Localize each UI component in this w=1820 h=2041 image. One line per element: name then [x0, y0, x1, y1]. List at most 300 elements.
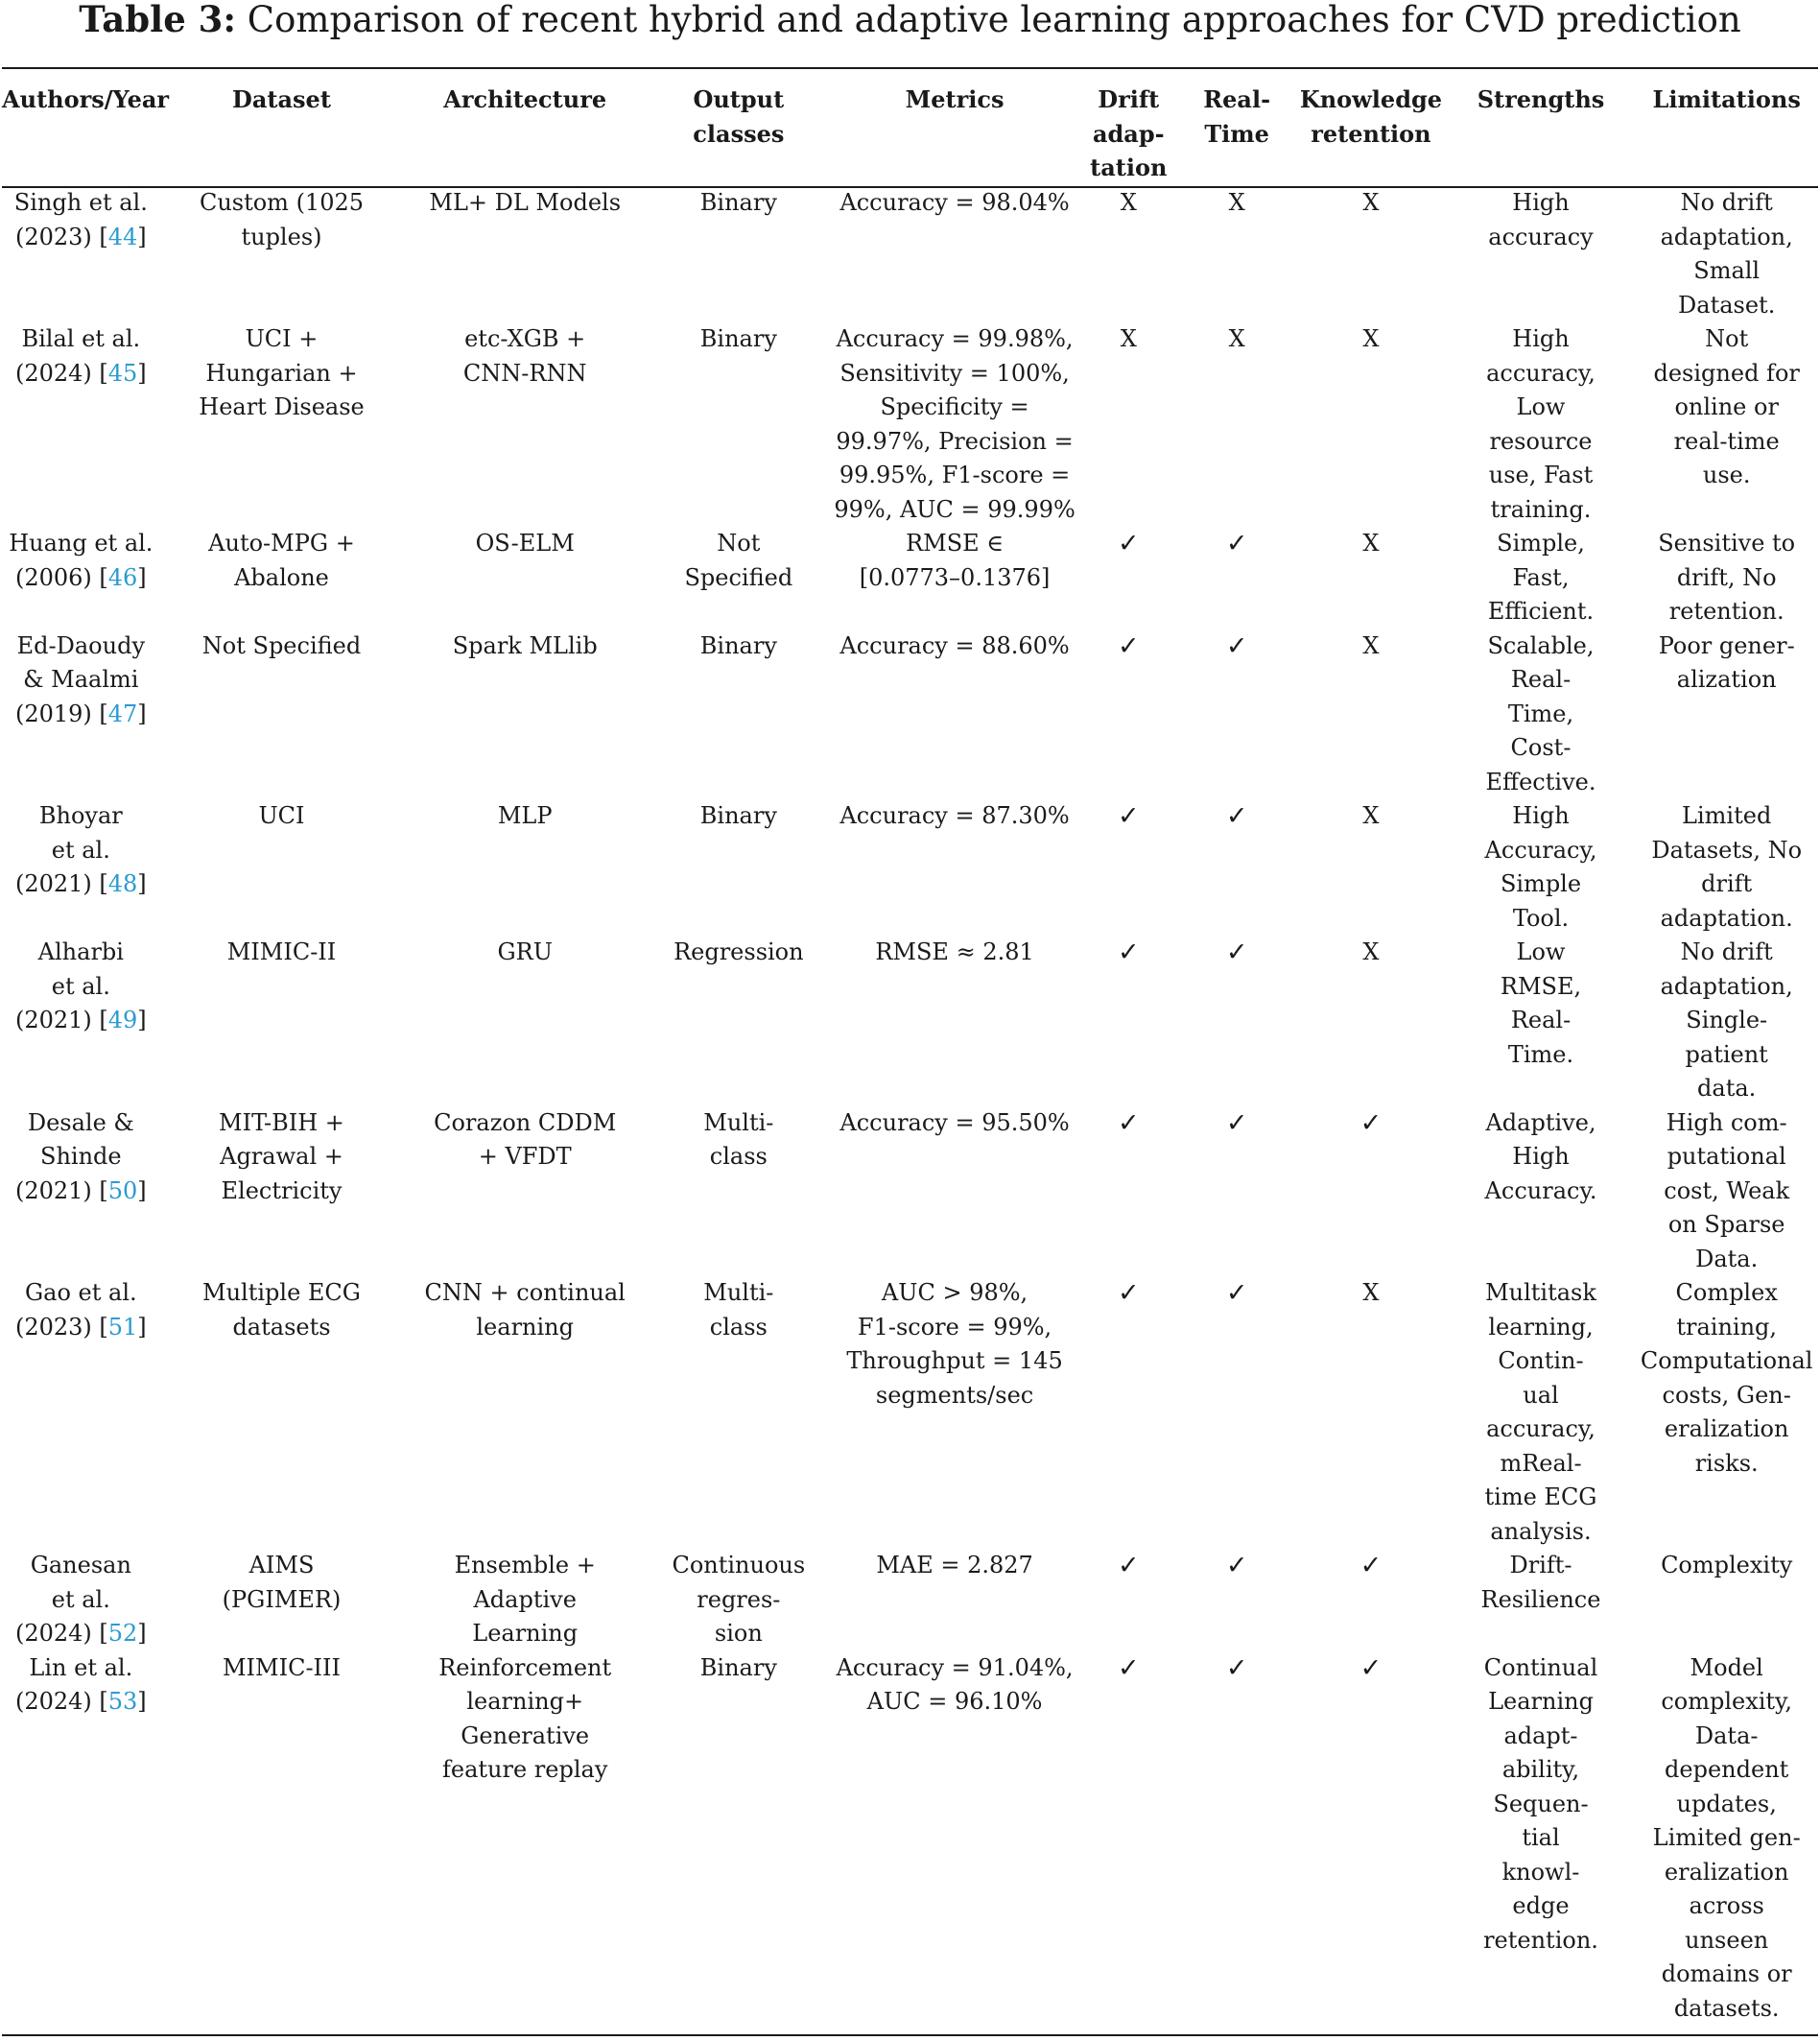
strengths-line: Effective.	[1485, 768, 1596, 795]
cell-strengths	[1447, 527, 1636, 629]
limitations-line: Limited gen-	[1652, 1824, 1801, 1851]
cell-drift	[1079, 629, 1179, 800]
strengths-line: High	[1512, 1143, 1570, 1170]
cross-mark: X	[1362, 189, 1380, 216]
year-reference	[2, 1311, 160, 1345]
strengths-line: Adaptive,	[1485, 1108, 1596, 1136]
cell-dataset	[160, 936, 404, 1106]
architecture-line: GRU	[497, 938, 553, 965]
cell-drift	[1079, 186, 1179, 322]
author-line: Ed-Daoudy	[16, 631, 145, 659]
header-output-classes	[647, 83, 831, 186]
cell-authors	[2, 186, 160, 322]
cell-realtime	[1178, 527, 1295, 629]
architecture-line: Spark MLlib	[452, 631, 598, 659]
cell-dataset	[160, 629, 404, 800]
header-line: Architecture	[443, 85, 607, 113]
header-line: adap-	[1092, 119, 1165, 148]
check-mark: ✓	[1117, 1107, 1140, 1138]
output-line: sion	[714, 1620, 763, 1647]
cross-mark: X	[1362, 802, 1380, 829]
author-line: Alharbi	[37, 938, 124, 965]
year-suffix: ]	[137, 1007, 147, 1033]
table-row	[2, 799, 1818, 936]
header-line: Knowledge	[1299, 85, 1443, 113]
cell-authors	[2, 527, 160, 629]
dataset-line: Abalone	[234, 563, 329, 591]
header-authors	[2, 83, 170, 186]
cell-dataset	[160, 1106, 404, 1277]
limitations-line: risks.	[1694, 1449, 1759, 1477]
check-mark: ✓	[1359, 1551, 1383, 1580]
cell-strengths	[1447, 186, 1636, 322]
cell-metrics	[831, 799, 1079, 936]
year-reference	[2, 867, 160, 902]
strengths-line: training.	[1490, 495, 1592, 523]
limitations-line: Single-	[1686, 1007, 1768, 1033]
cell-authors	[2, 322, 160, 527]
year-reference	[2, 698, 160, 732]
cell-architecture	[403, 1651, 647, 2027]
limitations-line: Complex	[1675, 1279, 1778, 1306]
output-line: Binary	[699, 802, 777, 829]
strengths-line: Resilience	[1480, 1585, 1601, 1613]
metrics-line: segments/sec	[875, 1381, 1034, 1409]
cell-output	[647, 322, 831, 527]
dataset-line: datasets	[232, 1313, 331, 1341]
limitations-line: alization	[1676, 666, 1777, 693]
strengths-line: Simple	[1500, 870, 1582, 897]
cell-realtime	[1178, 799, 1295, 936]
cell-drift	[1079, 1651, 1179, 2027]
strengths-line: Time,	[1507, 700, 1574, 727]
check-mark: ✓	[1117, 1551, 1140, 1580]
metrics-line: 99.95%, F1-score =	[839, 462, 1071, 488]
header-line: Strengths	[1477, 85, 1605, 113]
output-line: Binary	[699, 1653, 777, 1681]
header-line: tation	[1090, 154, 1168, 181]
year-reference	[2, 1004, 160, 1038]
check-mark: ✓	[1225, 937, 1248, 967]
citation-link[interactable]: 49	[107, 1007, 138, 1033]
year-suffix: ]	[137, 223, 147, 250]
strengths-line: Learning	[1488, 1688, 1594, 1715]
architecture-line: CNN + continual	[424, 1279, 626, 1306]
dataset-line: tuples)	[241, 223, 322, 250]
header-line: Drift	[1098, 85, 1160, 113]
limitations-line: eralization	[1664, 1858, 1789, 1886]
limitations-line: Small	[1693, 257, 1761, 284]
limitations-line: No drift	[1680, 189, 1773, 216]
year-prefix: (2021) [	[14, 1176, 108, 1204]
limitations-line: designed for	[1653, 359, 1800, 387]
dataset-line: Multiple ECG	[202, 1279, 361, 1306]
cell-output	[647, 1549, 831, 1651]
cell-strengths	[1447, 629, 1636, 800]
cell-strengths	[1447, 1106, 1636, 1277]
strengths-line: Contin-	[1498, 1347, 1584, 1374]
author-line: Bilal et al.	[21, 325, 141, 352]
output-line: Regression	[674, 938, 804, 965]
architecture-line: Learning	[472, 1620, 579, 1647]
cell-realtime	[1178, 1106, 1295, 1277]
cell-output	[647, 527, 831, 629]
year-prefix: (2024) [	[14, 359, 108, 387]
header-line: Limitations	[1652, 85, 1801, 113]
strengths-line: retention.	[1483, 1926, 1598, 1954]
metrics-line: Accuracy = 91.04%,	[836, 1653, 1074, 1681]
cell-knowledge	[1295, 1276, 1446, 1549]
table-row	[2, 527, 1818, 629]
cell-strengths	[1447, 1276, 1636, 1549]
cell-output	[647, 799, 831, 936]
cell-dataset	[160, 799, 404, 936]
cell-realtime	[1178, 186, 1295, 322]
limitations-line: drift	[1701, 870, 1753, 897]
author-line: et al.	[51, 1585, 110, 1613]
year-suffix: ]	[137, 563, 147, 591]
cell-limitations	[1635, 629, 1818, 800]
year-reference	[2, 1685, 160, 1720]
table-row	[2, 629, 1818, 800]
year-reference	[2, 1175, 160, 1209]
strengths-line: adapt-	[1503, 1721, 1578, 1749]
header-line: Authors/Year	[2, 85, 170, 113]
metrics-line: Accuracy = 88.60%	[839, 631, 1070, 659]
cell-strengths	[1447, 936, 1636, 1106]
limitations-line: on Sparse	[1667, 1211, 1785, 1238]
citation-link[interactable]: 50	[107, 1176, 138, 1204]
cross-mark: X	[1362, 325, 1380, 352]
limitations-line: Complexity	[1661, 1552, 1793, 1578]
architecture-line: Ensemble +	[454, 1552, 596, 1578]
architecture-line: + VFDT	[478, 1143, 572, 1170]
cell-realtime	[1178, 1549, 1295, 1651]
cell-metrics	[831, 186, 1079, 322]
strengths-line: tial	[1522, 1824, 1560, 1851]
output-line: Not	[717, 530, 761, 557]
limitations-line: No drift	[1680, 938, 1773, 965]
citation-link[interactable]: 52	[107, 1620, 138, 1647]
metrics-line: Accuracy = 95.50%	[839, 1108, 1070, 1136]
dataset-line: Not Specified	[201, 631, 362, 659]
cell-limitations	[1635, 1651, 1818, 2027]
dataset-line: Electricity	[221, 1176, 343, 1204]
header-line: Real-	[1203, 85, 1271, 113]
cell-knowledge	[1295, 629, 1446, 800]
limitations-line: online or	[1674, 393, 1779, 420]
author-line: et al.	[51, 836, 110, 864]
table-caption	[0, 0, 1820, 39]
header-dataset	[160, 83, 404, 186]
limitations-line: data.	[1697, 1075, 1757, 1102]
dataset-line: Hungarian +	[205, 359, 358, 387]
check-mark: ✓	[1225, 1278, 1248, 1308]
cell-limitations	[1635, 799, 1818, 936]
limitations-line: Not	[1705, 325, 1749, 352]
cell-realtime	[1178, 629, 1295, 800]
strengths-line: High	[1512, 325, 1570, 352]
strengths-line: Simple,	[1497, 530, 1585, 557]
cell-dataset	[160, 527, 404, 629]
citation-link[interactable]: 47	[107, 700, 138, 727]
check-mark: ✓	[1117, 1652, 1140, 1683]
citation-link[interactable]: 46	[107, 563, 138, 591]
strengths-line: Accuracy.	[1484, 1176, 1597, 1204]
cross-mark: X	[1228, 189, 1245, 216]
strengths-line: accuracy	[1488, 223, 1594, 250]
strengths-line: High	[1512, 802, 1570, 829]
cell-output	[647, 1276, 831, 1549]
citation-link[interactable]: 45	[107, 359, 138, 387]
strengths-line: Efficient.	[1487, 598, 1595, 625]
limitations-line: updates,	[1676, 1790, 1777, 1817]
metrics-line: [0.0773–0.1376]	[859, 563, 1051, 591]
author-line: Bhoyar	[38, 802, 123, 829]
cell-knowledge	[1295, 1549, 1446, 1651]
year-prefix: (2024) [	[14, 1620, 108, 1647]
strengths-line: learning,	[1488, 1313, 1594, 1341]
year-prefix: (2019) [	[14, 700, 108, 727]
architecture-line: learning	[476, 1313, 574, 1341]
year-suffix: ]	[137, 700, 147, 727]
dataset-line: (PGIMER)	[222, 1585, 342, 1613]
year-prefix: (2023) [	[14, 1313, 108, 1341]
check-mark: ✓	[1225, 630, 1248, 661]
output-line: class	[709, 1313, 768, 1341]
limitations-line: Dataset.	[1678, 291, 1776, 319]
cell-metrics	[831, 629, 1079, 800]
cell-knowledge	[1295, 527, 1446, 629]
limitations-line: unseen	[1685, 1926, 1769, 1954]
cell-architecture	[403, 1549, 647, 1651]
dataset-line: MIMIC-III	[222, 1653, 341, 1681]
architecture-line: etc-XGB +	[464, 325, 586, 352]
limitations-line: across	[1689, 1892, 1764, 1919]
table-row	[2, 322, 1818, 527]
cell-realtime	[1178, 936, 1295, 1106]
strengths-line: Fast,	[1512, 563, 1570, 591]
limitations-line: putational	[1666, 1143, 1786, 1170]
header-line: Output	[693, 85, 785, 113]
metrics-line: AUC > 98%,	[881, 1279, 1028, 1306]
output-line: Binary	[699, 325, 777, 352]
output-line: Binary	[699, 189, 777, 216]
header-line: Time	[1204, 119, 1269, 148]
cell-strengths	[1447, 1549, 1636, 1651]
metrics-line: Accuracy = 99.98%,	[836, 325, 1074, 352]
strengths-line: Tool.	[1512, 904, 1570, 932]
limitations-line: Data-	[1694, 1721, 1759, 1749]
strengths-line: Real-	[1510, 1007, 1572, 1033]
citation-link[interactable]: 44	[107, 223, 138, 250]
strengths-line: Low	[1516, 938, 1566, 965]
cell-metrics	[831, 1549, 1079, 1651]
author-line: Ganesan	[30, 1552, 131, 1578]
year-suffix: ]	[137, 1313, 147, 1341]
year-prefix: (2024) [	[14, 1688, 108, 1715]
metrics-line: RMSE ≈ 2.81	[875, 938, 1034, 965]
strengths-line: Sequen-	[1493, 1790, 1589, 1817]
cell-drift	[1079, 799, 1179, 936]
limitations-line: adaptation,	[1660, 972, 1793, 1000]
strengths-line: time ECG	[1484, 1483, 1597, 1510]
metrics-line: Accuracy = 87.30%	[839, 802, 1070, 829]
cell-architecture	[403, 629, 647, 800]
cell-knowledge	[1295, 936, 1446, 1106]
output-line: Continuous	[672, 1552, 806, 1578]
cell-dataset	[160, 322, 404, 527]
cell-realtime	[1178, 322, 1295, 527]
cell-drift	[1079, 1549, 1179, 1651]
header-line: Metrics	[905, 85, 1005, 113]
header-drift-adaptation	[1079, 83, 1179, 186]
cell-drift	[1079, 1106, 1179, 1277]
limitations-line: dependent	[1665, 1756, 1789, 1783]
cross-mark: X	[1228, 325, 1245, 352]
cell-architecture	[403, 936, 647, 1106]
cell-limitations	[1635, 1276, 1818, 1549]
limitations-line: drift, No	[1676, 563, 1777, 591]
author-line: Gao et al.	[24, 1279, 137, 1306]
table-row	[2, 1651, 1818, 2027]
cell-dataset	[160, 1276, 404, 1549]
limitations-line: Limited	[1682, 802, 1772, 829]
check-mark: ✓	[1117, 529, 1140, 558]
author-line: et al.	[51, 972, 110, 1000]
cell-metrics	[831, 1106, 1079, 1277]
metrics-line: 99%, AUC = 99.99%	[834, 495, 1075, 523]
header-metrics	[831, 83, 1079, 186]
cell-metrics	[831, 527, 1079, 629]
limitations-line: datasets.	[1673, 1994, 1780, 2022]
header-line: Dataset	[232, 85, 331, 113]
architecture-line: MLP	[497, 802, 553, 829]
cell-strengths	[1447, 322, 1636, 527]
author-line: Desale &	[27, 1108, 134, 1136]
header-strengths	[1447, 83, 1636, 186]
check-mark: ✓	[1359, 1652, 1383, 1683]
cell-authors	[2, 799, 160, 936]
caption-text: Comparison of recent hybrid and adaptive learning approaches for CVD prediction	[247, 0, 1741, 40]
limitations-line: High com-	[1666, 1108, 1787, 1136]
metrics-line: RMSE ∈	[906, 530, 1005, 557]
citation-link[interactable]: 53	[107, 1688, 138, 1715]
limitations-line: Computational	[1640, 1347, 1813, 1374]
check-mark: ✓	[1117, 937, 1140, 967]
limitations-line: retention.	[1668, 598, 1785, 625]
citation-link[interactable]: 51	[107, 1313, 138, 1341]
limitations-line: domains or	[1661, 1960, 1792, 1987]
limitations-line: patient	[1685, 1040, 1768, 1068]
header-architecture	[403, 83, 647, 186]
cell-metrics	[831, 936, 1079, 1106]
strengths-line: Cost-	[1510, 734, 1572, 761]
strengths-line: use, Fast	[1488, 462, 1594, 488]
strengths-line: resource	[1489, 427, 1593, 455]
strengths-line: Multitask	[1485, 1279, 1596, 1306]
strengths-line: Low	[1516, 393, 1566, 420]
strengths-line: edge	[1512, 1892, 1570, 1919]
metrics-line: MAE = 2.827	[876, 1552, 1033, 1578]
cell-architecture	[403, 527, 647, 629]
cell-limitations	[1635, 936, 1818, 1106]
architecture-line: Reinforcement	[438, 1653, 612, 1681]
table-row	[2, 186, 1818, 322]
dataset-line: Custom (1025	[199, 189, 365, 216]
strengths-line: accuracy,	[1486, 1415, 1595, 1442]
cell-knowledge	[1295, 1651, 1446, 2027]
cell-drift	[1079, 322, 1179, 527]
header-knowledge-retention	[1295, 83, 1446, 186]
limitations-line: adaptation.	[1660, 904, 1793, 932]
dataset-line: MIMIC-II	[226, 938, 337, 965]
limitations-line: eralization	[1664, 1415, 1789, 1442]
metrics-line: Specificity =	[880, 393, 1029, 420]
cell-drift	[1079, 527, 1179, 629]
strengths-line: Drift-	[1509, 1552, 1572, 1578]
year-prefix: (2021) [	[14, 1007, 108, 1033]
header-row	[2, 83, 1818, 186]
year-reference	[2, 1617, 160, 1651]
cell-knowledge	[1295, 1106, 1446, 1277]
cell-drift	[1079, 1276, 1179, 1549]
check-mark: ✓	[1225, 1107, 1248, 1138]
top-rule	[2, 67, 1818, 69]
architecture-line: CNN-RNN	[462, 359, 587, 387]
author-line: Singh et al.	[13, 189, 148, 216]
author-line: & Maalmi	[23, 666, 139, 693]
architecture-line: ML+ DL Models	[429, 189, 622, 216]
cell-limitations	[1635, 186, 1818, 322]
cell-output	[647, 1651, 831, 2027]
cross-mark: X	[1362, 530, 1380, 557]
check-mark: ✓	[1225, 1652, 1248, 1683]
limitations-line: complexity,	[1661, 1688, 1793, 1715]
architecture-line: feature replay	[442, 1756, 608, 1783]
strengths-line: RMSE,	[1500, 972, 1582, 1000]
strengths-line: High	[1512, 189, 1570, 216]
author-line: Shinde	[40, 1143, 122, 1170]
dataset-line: MIT-BIH +	[219, 1108, 344, 1136]
cell-architecture	[403, 1276, 647, 1549]
cell-authors	[2, 936, 160, 1106]
limitations-line: training,	[1676, 1313, 1778, 1341]
strengths-line: mReal-	[1500, 1449, 1582, 1477]
dataset-line: AIMS	[248, 1552, 315, 1578]
cell-metrics	[831, 1651, 1079, 2027]
cell-dataset	[160, 1549, 404, 1651]
year-suffix: ]	[137, 1176, 147, 1204]
cell-strengths	[1447, 799, 1636, 936]
strengths-line: Scalable,	[1487, 631, 1595, 659]
cell-limitations	[1635, 527, 1818, 629]
output-line: Multi-	[703, 1279, 774, 1306]
cell-knowledge	[1295, 186, 1446, 322]
bottom-rule	[2, 2034, 1818, 2036]
year-prefix: (2021) [	[14, 870, 108, 897]
cell-authors	[2, 1549, 160, 1651]
citation-link[interactable]: 48	[107, 870, 138, 897]
limitations-line: cost, Weak	[1664, 1176, 1790, 1204]
architecture-line: learning+	[466, 1688, 584, 1715]
cell-architecture	[403, 186, 647, 322]
check-mark: ✓	[1225, 529, 1248, 558]
table-row	[2, 936, 1818, 1106]
cell-output	[647, 1106, 831, 1277]
architecture-line: Generative	[461, 1721, 590, 1749]
metrics-line: Accuracy = 98.04%	[839, 189, 1070, 216]
